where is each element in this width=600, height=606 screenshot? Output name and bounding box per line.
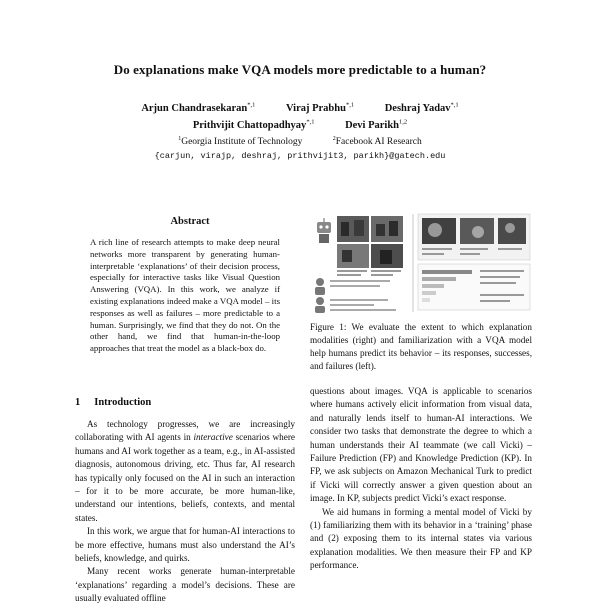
author-line-1 (0, 101, 600, 114)
paper-title: Do explanations make VQA models more predictable to a human? (113, 62, 487, 77)
affiliations (0, 136, 600, 147)
author-line-2 (0, 118, 600, 131)
human-icon (315, 278, 325, 313)
figure-1-caption: Figure 1: We evaluate the extent to which explanation modalities (right) and familiarization with a VQA model help humans predict its behavior – its responses, successes, and failures (left). (310, 322, 532, 371)
author-emails: {carjun, virajp, deshraj, prithvijit3, parikh}@gatech.edu (154, 151, 446, 161)
figure-1 (310, 212, 532, 314)
abstract-text: A rich line of research attempts to make deep neural networks more transparent by generating human-interpretable ‘explanations’ of their decision process, especially for interactive tasks like Visual Question Answering (VQA). In this work, we analyze if existing explanations indeed make a VQA model – its responses as well as failures – more predictable to a human. Surprisingly, we find that they do not. On the other hand, we find that human-in-the-loop approaches that treat the model as a black-box do. (90, 237, 280, 354)
right-column-body (310, 385, 532, 573)
intro-paragraph-3: Many recent works generate human-interpretable ‘explanations’ regarding a model’s decisions. These are usually evaluated offline (75, 566, 295, 604)
abstract-heading: Abstract (170, 216, 210, 227)
introduction-body (75, 418, 295, 606)
intro-paragraph-1: As technology progresses, we are increasingly collaborating with AI agents in interactive scenarios where humans and AI work together as a team, e.g., in AI-assisted diagnosis, autonomous driving, etc. Thus far, AI research has typically only focused on the AI in such an interaction – for it to be more accurate, be more human-like, understand our intentions, beliefs, contexts, and mental states. (75, 419, 295, 523)
figure-1-illustration (310, 212, 532, 314)
section-heading-introduction (75, 397, 151, 408)
author-name: Viraj Prabhu$^{*,1}$ (285, 101, 355, 114)
section-title: Introduction (94, 397, 152, 408)
robot-icon (317, 218, 331, 243)
photo-thumbnail (371, 216, 403, 242)
section-number: 1 (75, 397, 81, 408)
right-paragraph-2: We aid humans in forming a mental model of Vicki by (1) familiarizing them with its behavior in a ‘training’ phase and (2) exposing them to its internal states via various explanation modalities. We then measure their FP and KP performance. (310, 506, 532, 571)
author-name: Arjun Chandrasekaran$^{*,1}$ (141, 101, 256, 114)
author-name: Prithvijit Chattopadhyay$^{*,1}$ (192, 118, 315, 131)
affiliation: $^2$Facebook AI Research (332, 136, 422, 148)
intro-paragraph-2: In this work, we argue that for human-AI interactions to be more effective, humans must also understand the AI’s beliefs, knowledge, and quirks. (75, 526, 295, 564)
author-name: Devi Parikh$^{1,2}$ (345, 118, 408, 131)
author-name: Deshraj Yadav$^{*,1}$ (384, 101, 459, 114)
affiliation: $^1$Georgia Institute of Technology (178, 136, 303, 148)
right-paragraph-1: questions about images. VQA is applicable to scenarios where humans actively elicit information from visual data, and naturally lends itself to human-AI interactions. We consider two tasks that demonstrate the degree to which a human understands their AI teammate (we call Vicki) – Failure Prediction (FP) and Knowledge Prediction (KP). In FP, we ask subjects on Amazon Mechanical Turk to predict if Vicki will correctly answer a given question about an image. In KP, subjects predict Vicki’s exact response. (310, 386, 532, 504)
photo-thumbnail (337, 244, 369, 268)
